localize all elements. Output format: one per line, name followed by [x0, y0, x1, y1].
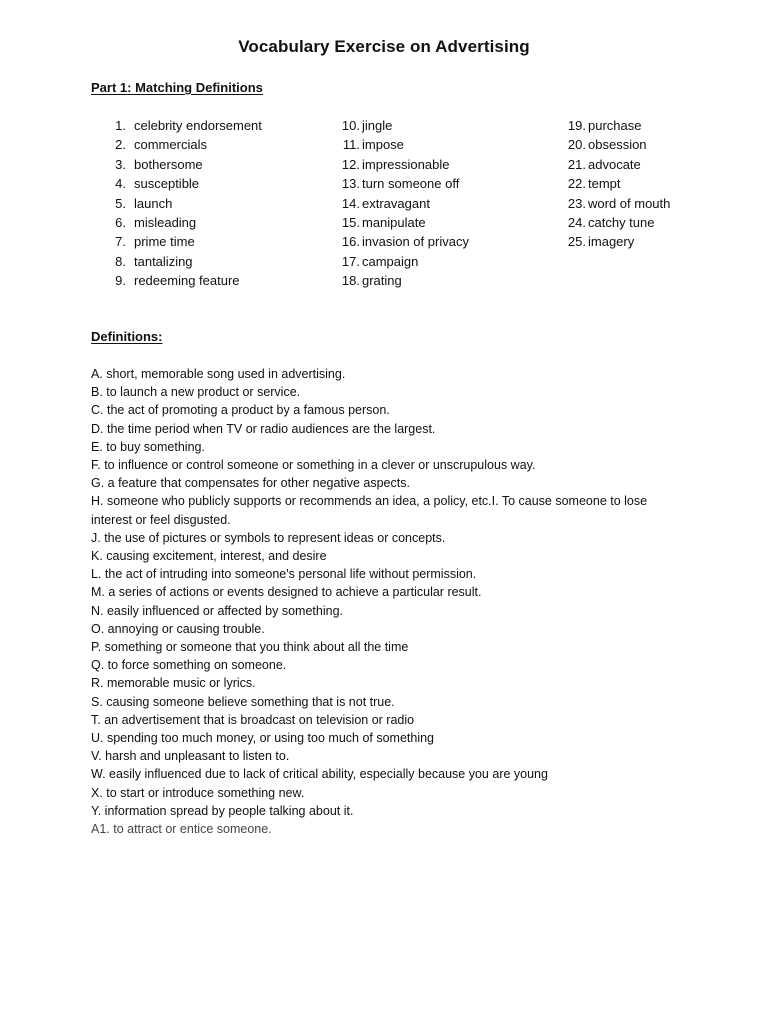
term-text: turn someone off	[362, 176, 460, 192]
term-text: bothersome	[134, 156, 203, 172]
term-text: obsession	[588, 137, 647, 153]
term-text: launch	[134, 195, 173, 211]
term-item	[340, 232, 469, 251]
term-number: 15.	[341, 214, 360, 230]
definition-item: Y. information spread by people talking about it.	[91, 803, 354, 818]
definition-item: T. an advertisement that is broadcast on television or radio	[91, 712, 415, 727]
term-number: 4.	[115, 176, 126, 192]
term-number: 16.	[341, 234, 360, 250]
term-text: advocate	[588, 156, 641, 172]
definition-item: V. harsh and unpleasant to listen to.	[91, 749, 290, 764]
definition-item: H. someone who publicly supports or recommends an idea, a policy, etc.I. To cause someone to lose interest or feel disgusted.	[91, 494, 648, 527]
definition-item: F. to influence or control someone or something in a clever or unscrupulous way.	[91, 458, 536, 473]
term-number: 24.	[567, 214, 586, 230]
term-number: 3.	[115, 156, 126, 172]
term-text: catchy tune	[588, 214, 655, 230]
term-number: 11.	[342, 137, 360, 153]
term-number: 22.	[567, 176, 586, 192]
term-item	[104, 271, 262, 290]
term-item	[566, 174, 670, 193]
terms-column-3	[566, 116, 670, 252]
term-item	[104, 135, 262, 154]
term-number: 2.	[115, 137, 126, 153]
term-item	[566, 135, 670, 154]
definition-item: U. spending too much money, or using too much of something	[91, 731, 435, 746]
term-number: 25.	[567, 234, 586, 250]
term-text: imagery	[588, 234, 635, 250]
definition-item: P. something or someone that you think about all the time	[91, 640, 409, 655]
term-item	[566, 116, 670, 135]
term-item	[340, 155, 469, 174]
term-number: 23.	[567, 195, 586, 211]
term-text: manipulate	[362, 214, 426, 230]
term-number: 17.	[341, 253, 360, 269]
term-item	[340, 271, 469, 290]
definition-item: N. easily influenced or affected by something.	[91, 603, 343, 618]
term-number: 9.	[115, 273, 126, 289]
definition-item: E. to buy something.	[91, 439, 205, 454]
term-number: 12.	[341, 156, 360, 172]
term-item	[566, 232, 670, 251]
term-number: 21.	[567, 156, 586, 172]
term-text: celebrity endorsement	[134, 118, 262, 133]
term-number: 10.	[341, 118, 360, 133]
term-number: 1.	[115, 118, 126, 133]
term-item	[104, 155, 262, 174]
term-text: impose	[362, 137, 404, 153]
term-text: campaign	[362, 253, 419, 269]
definition-item: B. to launch a new product or service.	[91, 385, 301, 400]
term-item	[566, 213, 670, 232]
page-title: Vocabulary Exercise on Advertising	[238, 37, 530, 56]
term-text: extravagant	[362, 195, 430, 211]
term-text: tantalizing	[134, 253, 193, 269]
term-item	[340, 252, 469, 271]
term-item	[340, 194, 469, 213]
term-item	[104, 116, 262, 135]
part1-heading: Part 1: Matching Definitions	[91, 80, 263, 95]
term-item	[340, 174, 469, 193]
term-text: impressionable	[362, 156, 450, 172]
term-number: 19.	[567, 118, 586, 133]
definition-item: K. causing excitement, interest, and desire	[91, 549, 327, 564]
term-text: jingle	[362, 118, 393, 133]
term-text: invasion of privacy	[362, 234, 469, 250]
definition-item: D. the time period when TV or radio audiences are the largest.	[91, 421, 436, 436]
definition-item: S. causing someone believe something that is not true.	[91, 694, 395, 709]
term-item	[566, 155, 670, 174]
term-item	[104, 252, 262, 271]
definition-item: L. the act of intruding into someone's personal life without permission.	[91, 567, 477, 582]
definitions-heading: Definitions:	[91, 329, 163, 344]
term-number: 18.	[341, 273, 360, 289]
term-number: 13.	[341, 176, 360, 192]
term-text: commercials	[134, 137, 207, 153]
term-text: redeeming feature	[134, 273, 240, 289]
definitions-list	[91, 365, 691, 838]
term-number: 7.	[115, 234, 126, 250]
term-number: 5.	[115, 195, 126, 211]
terms-column-1	[104, 116, 262, 291]
term-item	[104, 232, 262, 251]
definition-item: R. memorable music or lyrics.	[91, 676, 256, 691]
definition-item: Q. to force something on someone.	[91, 658, 287, 673]
term-number: 8.	[115, 253, 126, 269]
definition-item: A. short, memorable song used in advertising.	[91, 367, 346, 381]
definition-item: W. easily influenced due to lack of critical ability, especially because you are young	[91, 767, 548, 782]
term-item	[566, 194, 670, 213]
terms-column-2	[340, 116, 469, 291]
term-text: tempt	[588, 176, 621, 192]
definition-item: A1. to attract or entice someone.	[91, 822, 272, 837]
term-text: susceptible	[134, 176, 200, 192]
term-item	[104, 194, 262, 213]
term-number: 14.	[341, 195, 360, 211]
term-text: misleading	[134, 214, 197, 230]
definition-item: J. the use of pictures or symbols to represent ideas or concepts.	[91, 530, 446, 545]
definition-item: C. the act of promoting a product by a famous person.	[91, 403, 390, 418]
definition-item: G. a feature that compensates for other negative aspects.	[91, 476, 410, 491]
term-number: 6.	[115, 214, 126, 230]
definition-item: O. annoying or causing trouble.	[91, 621, 265, 636]
term-text: purchase	[588, 118, 642, 133]
term-text: prime time	[134, 234, 195, 250]
term-item	[340, 135, 469, 154]
term-item	[104, 174, 262, 193]
definition-item: M. a series of actions or events designed to achieve a particular result.	[91, 585, 482, 600]
term-item	[340, 213, 469, 232]
definition-item: X. to start or introduce something new.	[91, 785, 305, 800]
term-number: 20.	[567, 137, 586, 153]
term-item	[104, 213, 262, 232]
term-text: word of mouth	[588, 195, 671, 211]
term-text: grating	[362, 273, 402, 289]
term-item	[340, 116, 469, 135]
